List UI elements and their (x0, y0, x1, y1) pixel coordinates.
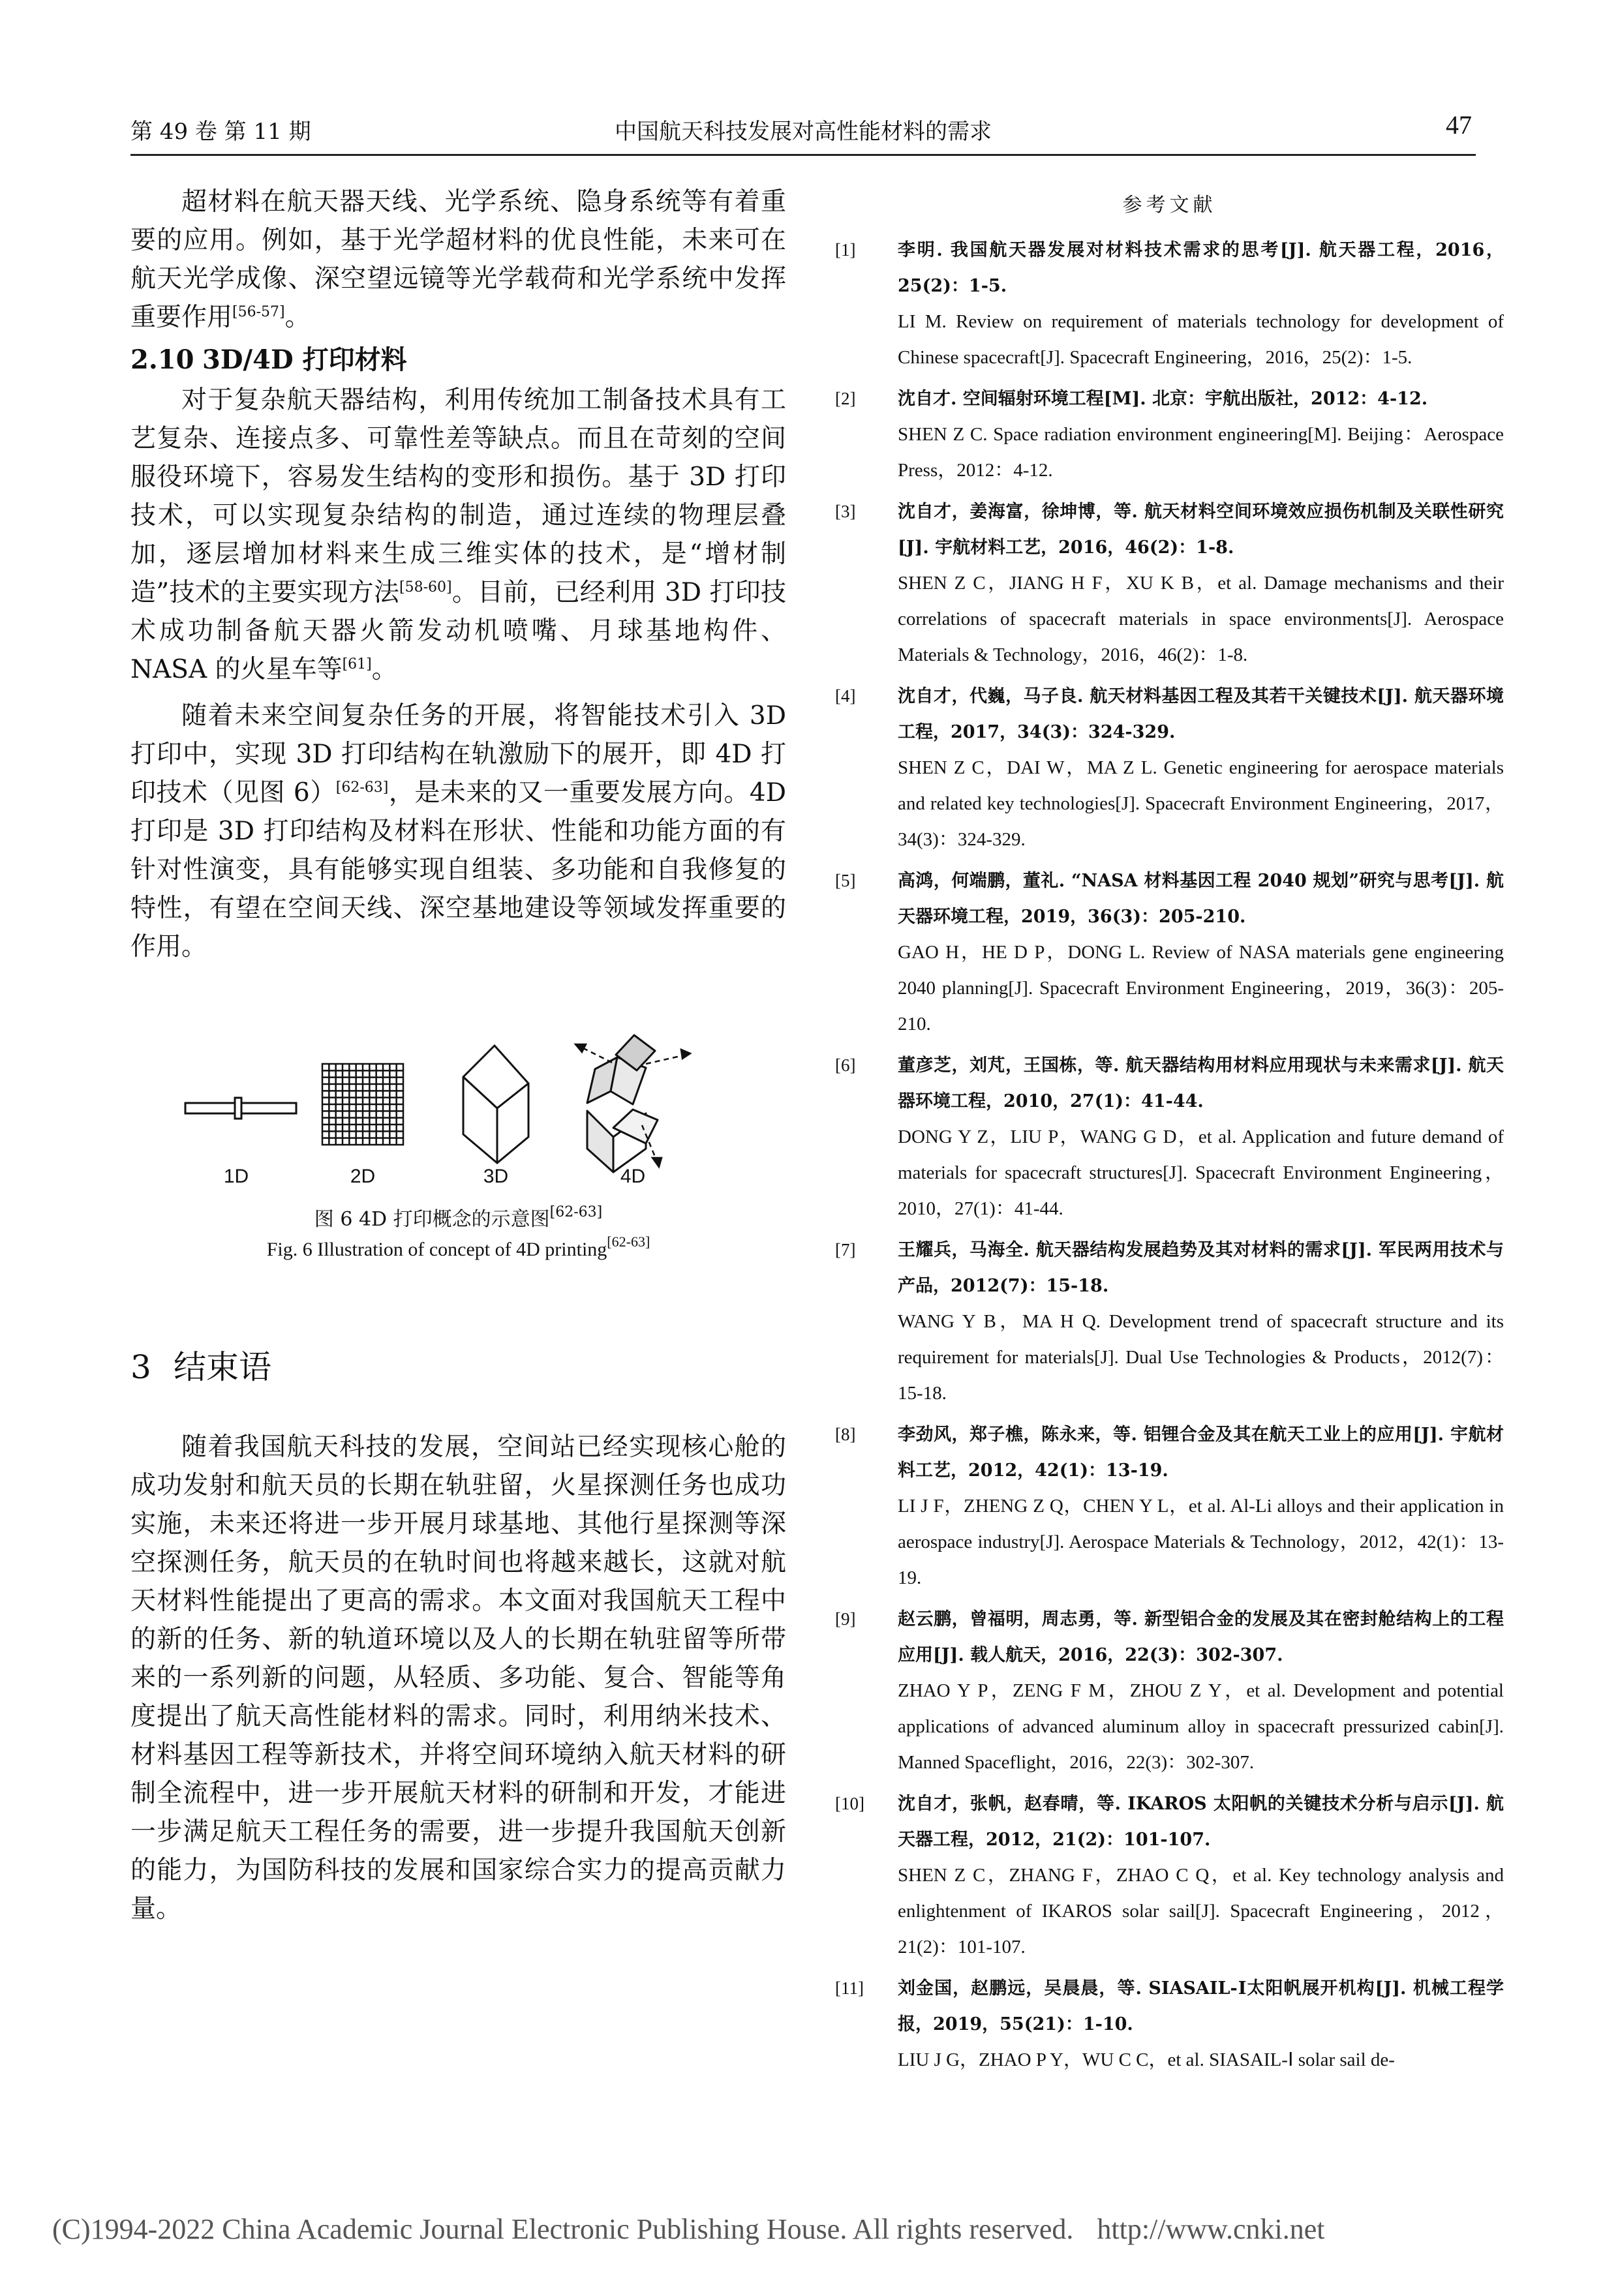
4d-unfolding-cube-shape (587, 1035, 658, 1172)
paragraph-metamaterials: 超材料在航天器天线、光学系统、隐身系统等有着重要的应用。例如，基于光学超材料的优良性能，未来可在航天光学成像、深空望远镜等光学载荷和光学系统中发挥重要作用[56-57]。 (130, 187, 786, 332)
reference-chinese: 沈自才. 空间辐射环境工程[M]. 北京：宇航出版社，2012：4-12. (898, 389, 1428, 409)
reference-number: [2] (835, 389, 856, 408)
1d-rod-shape (185, 1098, 296, 1119)
reference-english: SHEN Z C，DAI W，MA Z L. Genetic engineering for aerospace materials and related key technologies[J]. Spacecraft Environment Engineering，2017，34(3)：324-329. (898, 757, 1504, 850)
reference-chinese: 董彦芝，刘芃，王国栋，等. 航天器结构用材料应用现状与未来需求[J]. 航天器环境工程，2010，27(1)：41-44. (898, 1055, 1504, 1111)
page-number: 47 (1446, 110, 1472, 140)
reference-chinese: 赵云鹏，曾福明，周志勇，等. 新型铝合金的发展及其在密封舱结构上的工程应用[J]. 载人航天，2016，22(3)：302-307. (898, 1609, 1504, 1665)
reference-item (835, 1048, 1504, 1227)
left-column (130, 183, 786, 1928)
reference-item (835, 494, 1504, 673)
cnki-url: http://www.cnki.net (1097, 2213, 1325, 2245)
volume-issue: 第 49 卷 第 11 期 (130, 119, 311, 145)
reference-number: [5] (835, 871, 856, 890)
reference-item (835, 1232, 1504, 1412)
reference-english: SHEN Z C，ZHANG F，ZHAO C Q，et al. Key technology analysis and enlightenment of IKAROS solar sail[J]. Spacecraft Engineering，2012，21(2)：101-107. (898, 1865, 1504, 1957)
figure-6 (130, 992, 786, 1279)
reference-number: [3] (835, 502, 856, 521)
reference-item (835, 1601, 1504, 1781)
citation: [56-57] (232, 304, 285, 320)
reference-chinese: 刘金国，赵鹏远，吴晨晨，等. SIASAIL-Ⅰ太阳帆展开机构[J]. 机械工程学报，2019，55(21)：1-10. (898, 1978, 1504, 2034)
copyright-text: (C)1994-2022 China Academic Journal Electronic Publishing House. All rights reserved. (52, 2213, 1074, 2245)
references-title: 参考文献 (1122, 194, 1217, 217)
reference-number: [10] (835, 1794, 864, 1813)
4d-printing-illustration (130, 992, 786, 1188)
section-heading-3: 3 结束语 (130, 1348, 271, 1386)
figure-caption-en: Fig. 6 Illustration of concept of 4D printing[62-63] (266, 1233, 650, 1260)
figure-caption-cn: 图 6 4D 打印概念的示意图[62-63] (314, 1204, 603, 1231)
citation: [62-63] (335, 779, 389, 796)
reference-item (835, 1417, 1504, 1596)
reference-list (835, 232, 1504, 2078)
copyright-footer (52, 2213, 1553, 2246)
reference-english: SHEN Z C，JIANG H F，XU K B，et al. Damage mechanisms and their correlations of spacecraft materials in space environments[J]. Aerospace Materials & Technology，2016，46(2)：1-8. (898, 573, 1504, 665)
citation: [61] (342, 656, 372, 672)
figure-label-4d: 4D (620, 1166, 646, 1187)
reference-number: [11] (835, 1978, 864, 1998)
reference-chinese: 王耀兵，马海全. 航天器结构发展趋势及其对材料的需求[J]. 军民两用技术与产品，2012(7)：15-18. (898, 1240, 1504, 1296)
reference-english: LIU J G，ZHAO P Y，WU C C，et al. SIASAIL-Ⅰ solar sail de- (898, 2049, 1395, 2070)
references-column (835, 183, 1504, 2083)
reference-english: GAO H，HE D P，DONG L. Review of NASA materials gene engineering 2040 planning[J]. Spacecraft Environment Engineering，2019，36(3)：205-210. (898, 942, 1504, 1035)
reference-item (835, 863, 1504, 1042)
reference-number: [4] (835, 686, 856, 706)
reference-chinese: 李明. 我国航天器发展对材料技术需求的思考[J]. 航天器工程，2016，25(2)：1-5. (898, 240, 1504, 296)
running-header (130, 112, 1476, 156)
reference-item (835, 1786, 1504, 1965)
reference-number: [6] (835, 1055, 856, 1075)
section-heading-2-10: 2.10 3D/4D 打印材料 (130, 344, 407, 375)
reference-number: [9] (835, 1609, 856, 1629)
2d-grid-shape (322, 1064, 403, 1145)
figure-label-3d: 3D (483, 1166, 509, 1187)
reference-english: WANG Y B，MA H Q. Development trend of spacecraft structure and its requirement for materials[J]. Dual Use Technologies & Products，2012(7)：15-18. (898, 1311, 1504, 1404)
reference-chinese: 高鸿，何端鹏，董礼. “NASA 材料基因工程 2040 规划”研究与思考[J]. 航天器环境工程，2019，36(3)：205-210. (898, 871, 1504, 927)
reference-item (835, 1971, 1504, 2078)
reference-number: [8] (835, 1425, 856, 1444)
reference-number: [1] (835, 240, 856, 260)
reference-item (835, 381, 1504, 489)
reference-item (835, 678, 1504, 858)
reference-english: DONG Y Z，LIU P，WANG G D，et al. Application and future demand of materials for spacecraft structures[J]. Spacecraft Environment Engineering，2010，27(1)：41-44. (898, 1126, 1504, 1219)
paragraph-4d-printing: 随着未来空间复杂任务的开展，将智能技术引入 3D 打印中，实现 3D 打印结构在轨激励下的展开，即 4D 打印技术（见图 6）[62-63]，是未来的又一重要发展方向。4D 打印是 3D 打印结构及材料在形状、性能和功能方面的有针对性演变，具有能够实现自组装、多功能和自我修复的特性，有望在空间天线、深空基地建设等领域发挥重要的作用。 (130, 701, 786, 961)
reference-chinese: 沈自才，张帆，赵春晴，等. IKAROS 太阳帆的关键技术分析与启示[J]. 航天器工程，2012，21(2)：101-107. (898, 1794, 1504, 1850)
3d-cube-shape (463, 1046, 528, 1163)
reference-number: [7] (835, 1240, 856, 1260)
reference-chinese: 李劲风，郑子樵，陈永来，等. 铝锂合金及其在航天工业上的应用[J]. 宇航材料工艺，2012，42(1)：13-19. (898, 1425, 1504, 1481)
reference-english: LI J F，ZHENG Z Q，CHEN Y L，et al. Al-Li alloys and their application in aerospace industry[J]. Aerospace Materials & Technology，2012，42(1)：13-19. (898, 1496, 1504, 1588)
paragraph-3d-printing: 对于复杂航天器结构，利用传统加工制备技术具有工艺复杂、连接点多、可靠性差等缺点。而且在苛刻的空间服役环境下，容易发生结构的变形和损伤。基于 3D 打印技术，可以实现复杂结构的制造，通过连续的物理层叠加，逐层增加材料来生成三维实体的技术，是“增材制造”技术的主要实现方法[58-60]。目前，已经利用 3D 打印技术成功制备航天器火箭发动机喷嘴、月球基地构件、NASA 的火星车等[61]。 (130, 385, 786, 684)
reference-item (835, 232, 1504, 376)
citation: [58-60] (399, 579, 452, 596)
reference-english: SHEN Z C. Space radiation environment engineering[M]. Beijing：Aerospace Press，2012：4-12. (898, 424, 1504, 481)
reference-english: ZHAO Y P，ZENG F M，ZHOU Z Y，et al. Development and potential applications of advanced aluminum alloy in spacecraft pressurized cabin[J]. Manned Spaceflight，2016，22(3)：302-307. (898, 1680, 1504, 1773)
reference-chinese: 沈自才，代巍，马子良. 航天材料基因工程及其若干关键技术[J]. 航天器环境工程，2017，34(3)：324-329. (898, 686, 1504, 742)
reference-chinese: 沈自才，姜海富，徐坤博，等. 航天材料空间环境效应损伤机制及关联性研究[J]. 宇航材料工艺，2016，46(2)：1-8. (898, 502, 1504, 558)
paragraph-conclusion: 随着我国航天科技的发展，空间站已经实现核心舱的成功发射和航天员的长期在轨驻留，火星探测任务也成功实施，未来还将进一步开展月球基地、其他行星探测等深空探测任务，航天员的在轨时间也将越来越长，这就对航天材料性能提出了更高的需求。本文面对我国航天工程中的新的任务、新的轨道环境以及人的长期在轨驻留等所带来的一系列新的问题，从轻质、多功能、复合、智能等角度提出了航天高性能材料的需求。同时，利用纳米技术、材料基因工程等新技术，并将空间环境纳入航天材料的研制全流程中，进一步开展航天材料的研制和开发，才能进一步满足航天工程任务的需要，进一步提升我国航天创新的能力，为国防科技的发展和国家综合实力的提高贡献力量。 (130, 1432, 786, 1924)
journal-running-title: 中国航天科技发展对高性能材料的需求 (615, 119, 992, 145)
figure-label-1d: 1D (223, 1166, 249, 1187)
reference-english: LI M. Review on requirement of materials technology for development of Chinese spacecraft[J]. Spacecraft Engineering，2016，25(2)：1-5. (898, 311, 1504, 368)
figure-label-2d: 2D (350, 1166, 376, 1187)
